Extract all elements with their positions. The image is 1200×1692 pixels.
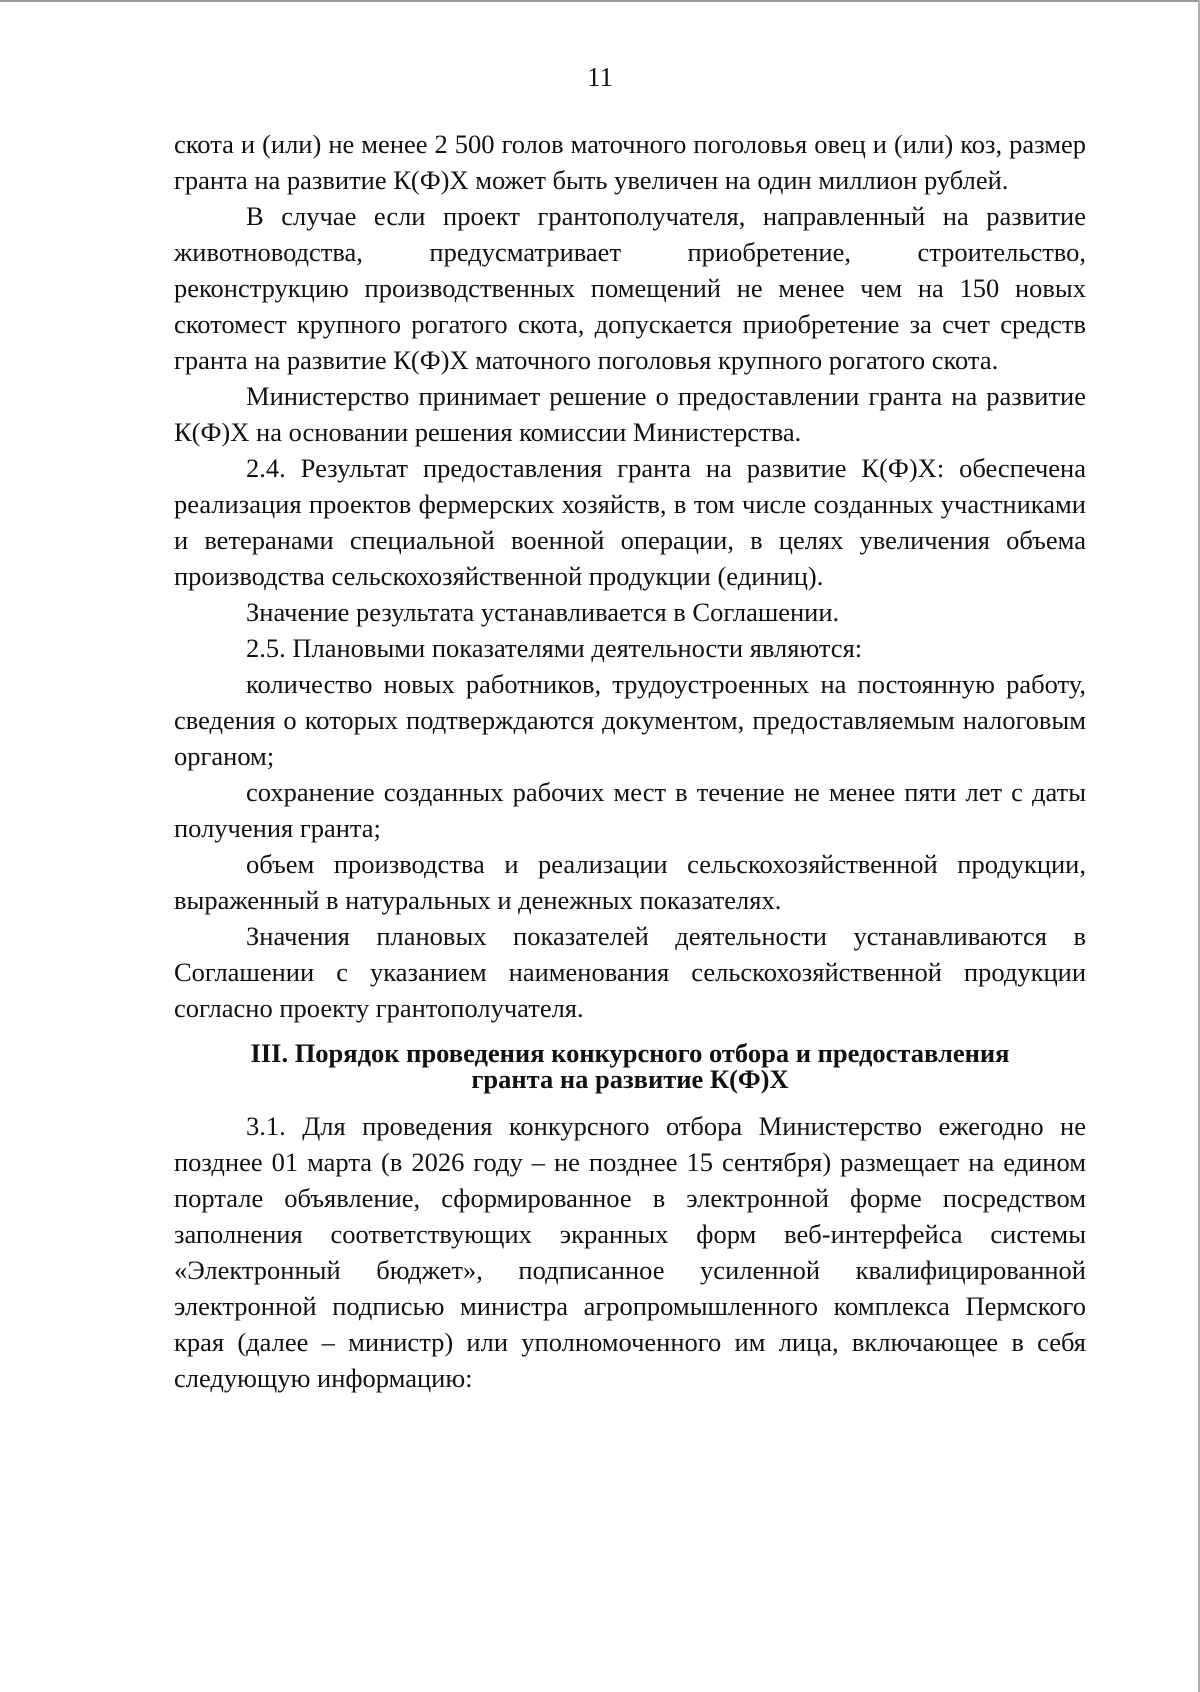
section-heading bbox=[174, 1040, 1086, 1092]
scan-edge-top bbox=[0, 0, 1200, 2]
page-number: 11 bbox=[587, 62, 613, 92]
section-heading-line-1: III. Порядок проведения конкурсного отбора и предоставления bbox=[250, 1038, 1010, 1068]
paragraph-ministry-decision: Министерство принимает решение о предоставлении гранта на развитие К(Ф)Х на основании решения комиссии Министерства. bbox=[174, 381, 1086, 447]
paragraph-livestock-facilities: В случае если проект грантополучателя, направленный на развитие животноводства, предусматривает приобретение, строительство, реконструкцию производственных помещений не менее чем на 150 новых скотомест крупного рогатого скота, допускается приобретение за счет средств гранта на развитие К(Ф)Х маточного поголовья крупного рогатого скота. bbox=[174, 201, 1086, 375]
paragraph-indicator-jobs-retention: сохранение созданных рабочих мест в течение не менее пяти лет с даты получения гранта; bbox=[174, 777, 1086, 843]
paragraph-continuation: скота и (или) не менее 2 500 голов маточного поголовья овец и (или) коз, размер гранта на развитие К(Ф)Х может быть увеличен на один миллион рублей. bbox=[174, 129, 1086, 195]
paragraph-result-value: Значение результата устанавливается в Соглашении. bbox=[246, 597, 840, 627]
paragraph-indicator-values: Значения плановых показателей деятельности устанавливаются в Соглашении с указанием наименования сельскохозяйственной продукции согласно проекту грантополучателя. bbox=[174, 921, 1086, 1023]
paragraph-indicator-production-volume: объем производства и реализации сельскохозяйственной продукции, выраженный в натуральных и денежных показателях. bbox=[174, 849, 1086, 915]
document-body bbox=[174, 126, 1086, 1396]
paragraph-indicator-new-workers: количество новых работников, трудоустроенных на постоянную работу, сведения о которых подтверждаются документом, предоставляемым налоговым органом; bbox=[174, 669, 1086, 771]
section-heading-line-2: гранта на развитие К(Ф)Х bbox=[471, 1064, 789, 1094]
paragraph-3-1-announcement: 3.1. Для проведения конкурсного отбора Министерство ежегодно не позднее 01 марта (в 2026 году – не позднее 15 сентября) размещает на едином портале объявление, сформированное в электронной форме посредством заполнения соответствующих экранных форм веб-интерфейса системы «Электронный бюджет», подписанное усиленной квалифицированной электронной подписью министра агропромышленного комплекса Пермского края (далее – министр) или уполномоченного им лица, включающее в себя следующую информацию: bbox=[174, 1111, 1086, 1393]
paragraph-2-4-result: 2.4. Результат предоставления гранта на развитие К(Ф)Х: обеспечена реализация проектов фермерских хозяйств, в том числе созданных участниками и ветеранами специальной военной операции, в целях увеличения объема производства сельскохозяйственной продукции (единиц). bbox=[174, 453, 1086, 591]
paragraph-2-5-indicators: 2.5. Плановыми показателями деятельности являются: bbox=[246, 633, 863, 663]
